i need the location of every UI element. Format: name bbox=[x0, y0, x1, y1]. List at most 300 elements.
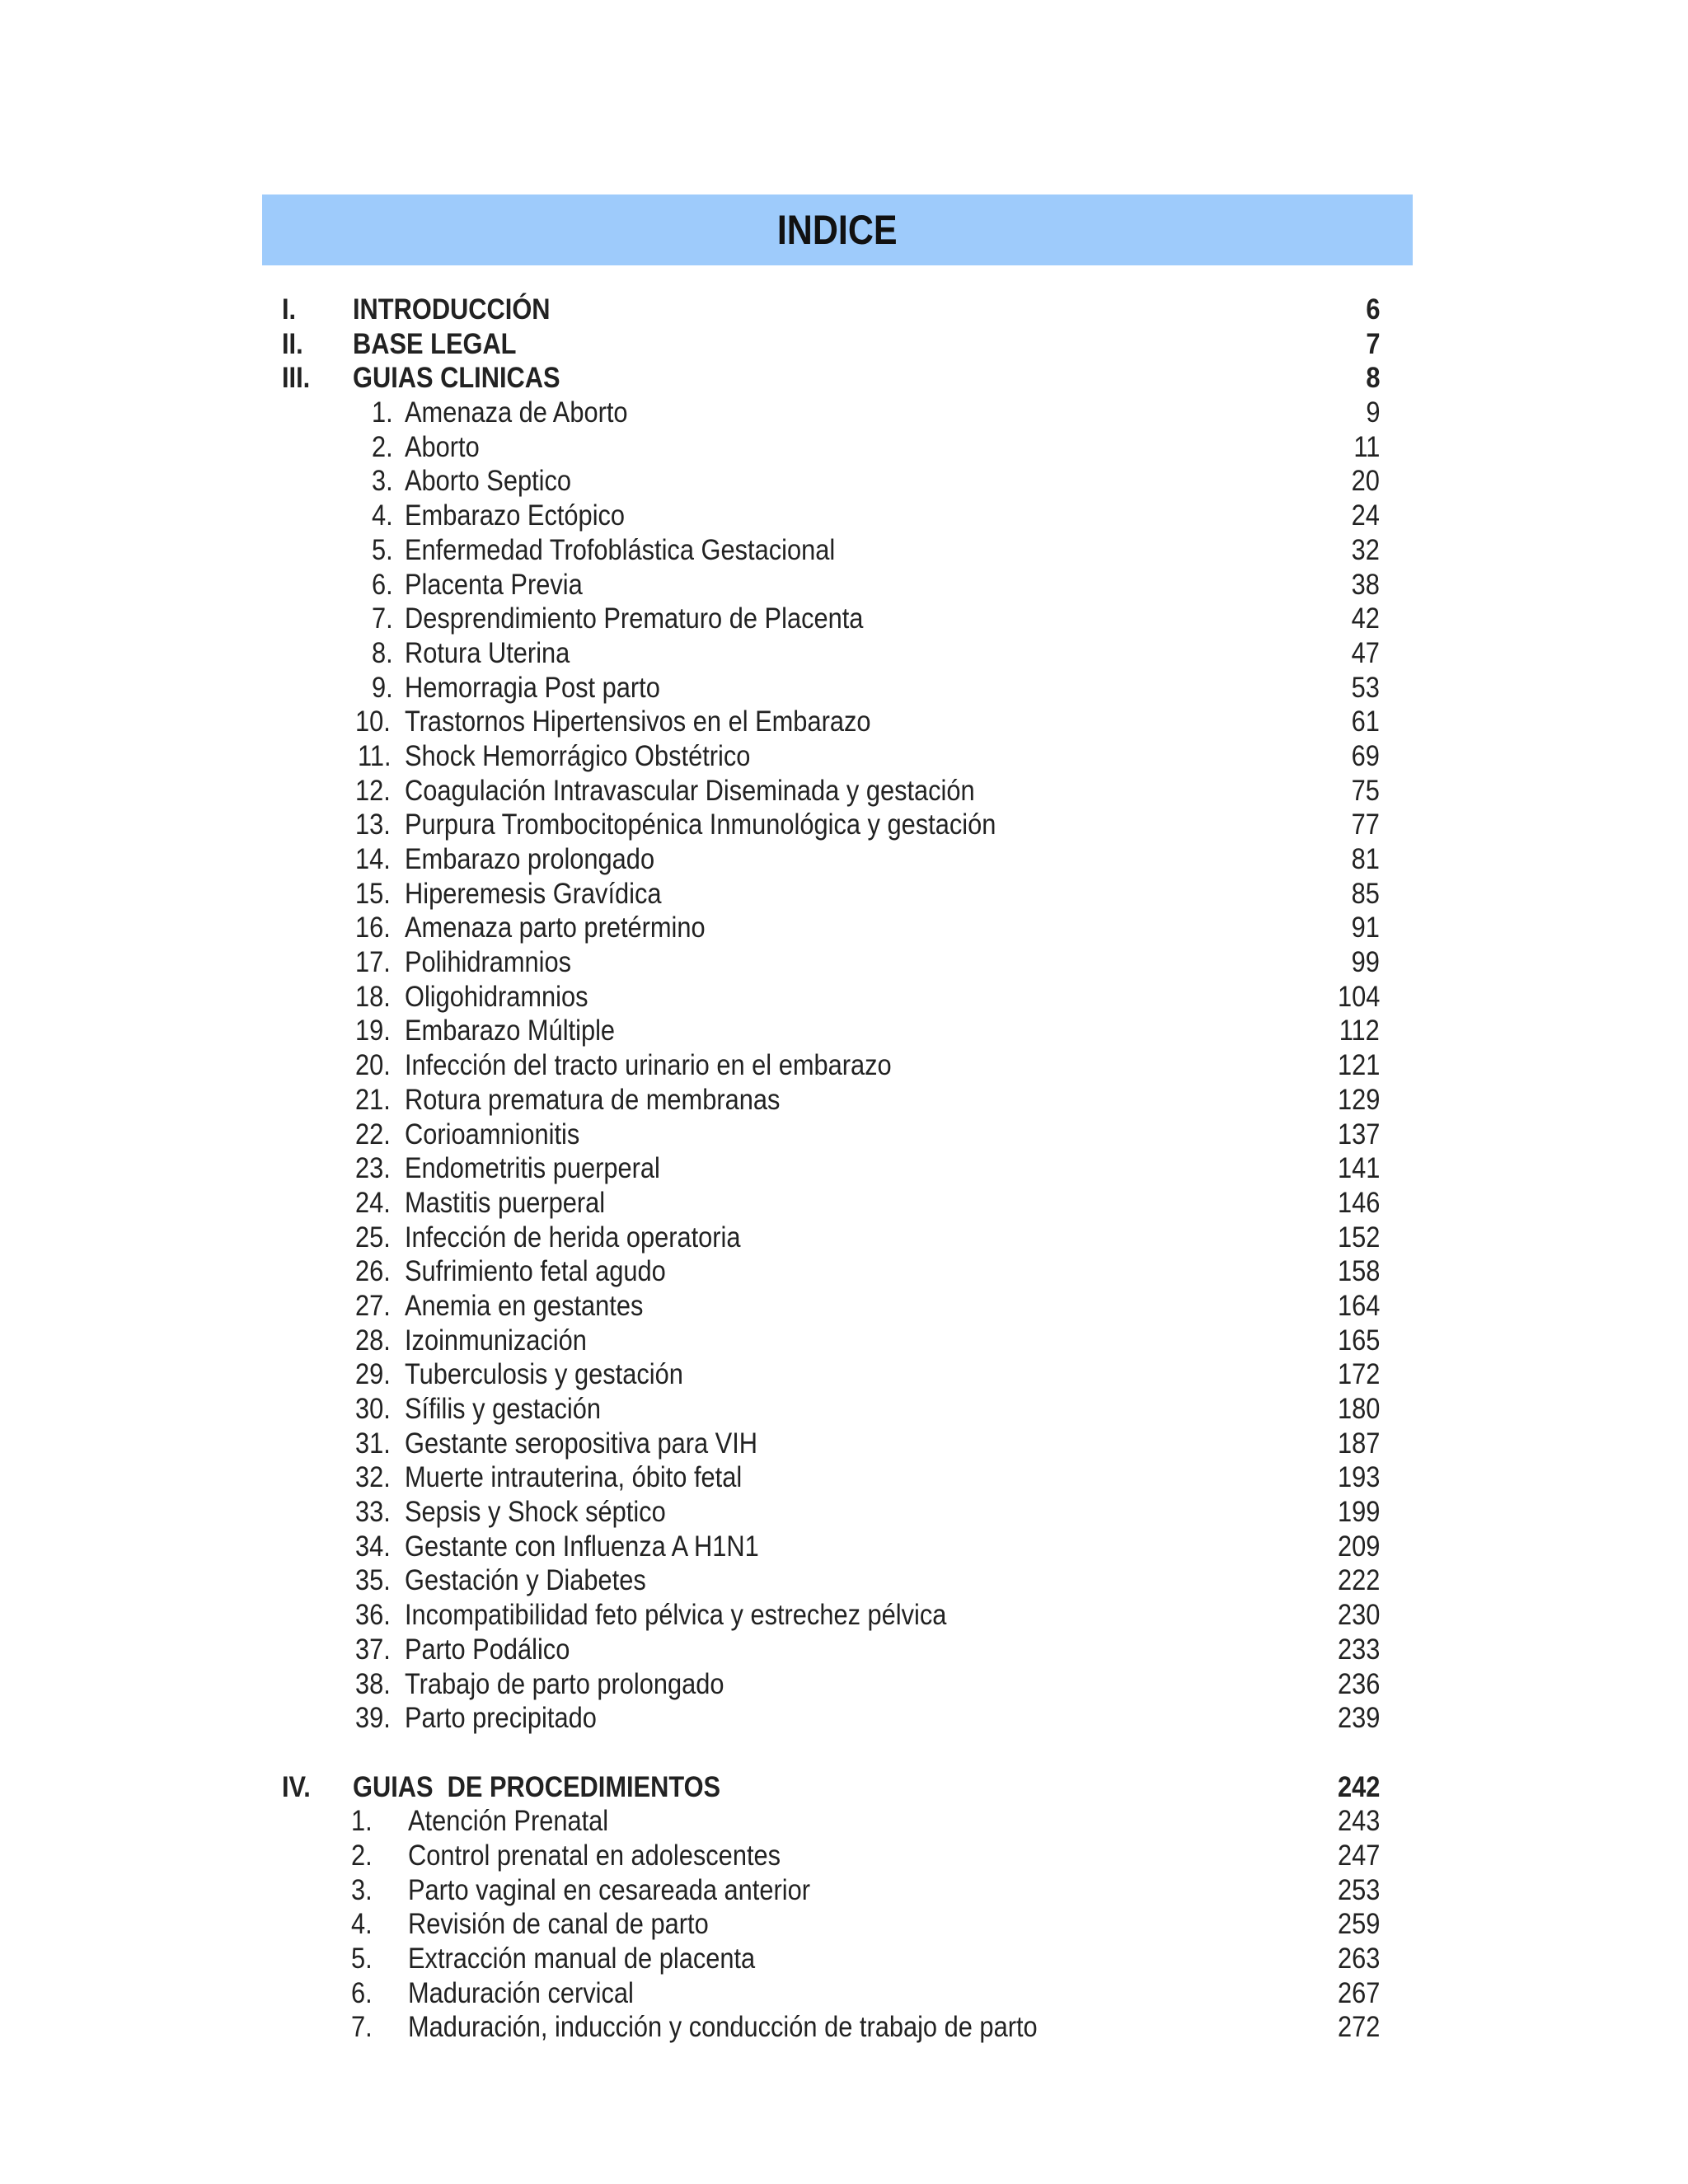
item-number bbox=[351, 1942, 389, 1976]
item-number bbox=[351, 1839, 389, 1873]
toc-section-row[interactable] bbox=[0, 293, 1688, 327]
item-number-text: 20. bbox=[355, 1049, 392, 1082]
item-title bbox=[405, 1324, 612, 1358]
item-page-text: 75 bbox=[1351, 774, 1380, 807]
item-page-text: 38 bbox=[1351, 568, 1380, 601]
item-title-text: Izoinmunización bbox=[405, 1324, 587, 1357]
item-title bbox=[405, 671, 695, 705]
item-page-number bbox=[1348, 671, 1380, 705]
item-page-number bbox=[1348, 533, 1380, 568]
item-number-text: 5. bbox=[351, 1943, 373, 1975]
item-title bbox=[408, 1804, 635, 1839]
item-page-number bbox=[1332, 1186, 1380, 1221]
toc-item-row[interactable] bbox=[0, 1118, 1688, 1152]
item-number bbox=[354, 705, 396, 739]
toc-item-row[interactable] bbox=[0, 774, 1688, 808]
item-title-text: Parto Podálico bbox=[405, 1633, 570, 1666]
item-number bbox=[354, 739, 396, 774]
item-page-number bbox=[1332, 1976, 1380, 2011]
item-page-number bbox=[1332, 1460, 1380, 1495]
item-title-text: Maduración, inducción y conducción de trabajo de parto bbox=[408, 2011, 1038, 2044]
item-number-text: 19. bbox=[355, 1015, 392, 1047]
item-page-number bbox=[1332, 1289, 1380, 1324]
item-title bbox=[405, 1701, 623, 1736]
item-number bbox=[354, 499, 396, 533]
section-roman-text: I. bbox=[282, 293, 297, 326]
section-roman-numeral bbox=[282, 293, 298, 327]
item-number bbox=[351, 1976, 389, 2011]
item-number bbox=[354, 842, 396, 877]
item-number bbox=[354, 1118, 396, 1152]
item-page-number bbox=[1332, 1598, 1380, 1633]
item-page-text: 253 bbox=[1337, 1873, 1380, 1906]
item-page-number bbox=[1348, 808, 1380, 842]
item-number-text: 1. bbox=[351, 1805, 373, 1838]
item-page-number bbox=[1332, 1427, 1380, 1461]
section-spacer bbox=[0, 1736, 1688, 1770]
item-title-text: Enfermedad Trofoblástica Gestacional bbox=[405, 533, 836, 566]
item-number-text: 34. bbox=[355, 1530, 392, 1563]
item-page-number bbox=[1332, 1804, 1380, 1839]
item-title-text: Aborto Septico bbox=[405, 465, 572, 498]
item-number-text: 37. bbox=[355, 1633, 392, 1666]
toc-item-row[interactable] bbox=[0, 877, 1688, 912]
item-page-number bbox=[1332, 1083, 1380, 1118]
item-title-text: Amenaza de Aborto bbox=[405, 396, 628, 429]
item-page-number bbox=[1332, 980, 1380, 1015]
item-number bbox=[354, 1186, 396, 1221]
item-number-text: 16. bbox=[355, 912, 392, 944]
item-title bbox=[405, 877, 696, 912]
item-page-text: 69 bbox=[1351, 739, 1380, 772]
item-page-number bbox=[1348, 877, 1380, 912]
item-title-text: Coagulación Intravascular Diseminada y gestación bbox=[405, 774, 975, 807]
toc-item-row[interactable] bbox=[0, 1392, 1688, 1427]
item-number-text: 39. bbox=[355, 1702, 392, 1735]
toc-item-row[interactable] bbox=[0, 1563, 1688, 1598]
item-title bbox=[405, 1014, 644, 1048]
item-page-text: 164 bbox=[1337, 1289, 1380, 1322]
item-page-text: 187 bbox=[1337, 1427, 1380, 1460]
toc-item-row[interactable] bbox=[0, 1289, 1688, 1324]
item-page-number bbox=[1364, 396, 1380, 430]
item-number bbox=[354, 1598, 396, 1633]
toc-item-row[interactable] bbox=[0, 1151, 1688, 1186]
item-number bbox=[354, 1289, 396, 1324]
item-number-text: 22. bbox=[355, 1118, 392, 1151]
section-title bbox=[353, 1770, 771, 1805]
item-number-text: 25. bbox=[355, 1221, 392, 1254]
item-page-text: 129 bbox=[1337, 1083, 1380, 1116]
item-number-text: 35. bbox=[355, 1564, 392, 1597]
item-number-text: 7. bbox=[351, 2011, 373, 2044]
item-number-text: 38. bbox=[355, 1667, 392, 1700]
toc-item-row[interactable] bbox=[0, 1804, 1688, 1839]
item-number bbox=[354, 1495, 396, 1530]
section-roman-numeral bbox=[282, 327, 306, 362]
toc-item-row[interactable] bbox=[0, 1873, 1688, 1908]
item-page-number bbox=[1332, 2010, 1380, 2045]
item-title bbox=[405, 1083, 831, 1118]
toc-item-row[interactable] bbox=[0, 568, 1688, 602]
item-page-number bbox=[1348, 774, 1380, 808]
item-page-text: 158 bbox=[1337, 1255, 1380, 1288]
item-title-text: Endometritis puerperal bbox=[405, 1152, 660, 1185]
item-number-text: 6. bbox=[351, 1976, 373, 2009]
item-number bbox=[354, 1392, 396, 1427]
section-page-text: 242 bbox=[1337, 1770, 1380, 1803]
item-number-text: 26. bbox=[355, 1255, 392, 1288]
item-page-number bbox=[1332, 1221, 1380, 1255]
item-number-text: 3. bbox=[371, 465, 393, 498]
item-title bbox=[405, 1118, 603, 1152]
item-title-text: Revisión de canal de parto bbox=[408, 1908, 709, 1941]
item-title bbox=[405, 945, 594, 980]
item-title bbox=[405, 1392, 627, 1427]
item-title-text: Hiperemesis Gravídica bbox=[405, 877, 662, 910]
toc-item-row[interactable] bbox=[0, 705, 1688, 739]
item-page-text: 104 bbox=[1337, 980, 1380, 1013]
toc-section-row[interactable] bbox=[0, 327, 1688, 362]
toc-item-row[interactable] bbox=[0, 2010, 1688, 2045]
section-title-text: BASE LEGAL bbox=[353, 327, 517, 360]
toc-item-row[interactable] bbox=[0, 1083, 1688, 1118]
toc-item-row[interactable] bbox=[0, 1530, 1688, 1564]
item-title-text: Parto precipitado bbox=[405, 1702, 597, 1735]
item-title-text: Incompatibilidad feto pélvica y estrechez pélvica bbox=[405, 1599, 947, 1632]
item-number-text: 4. bbox=[371, 499, 393, 532]
item-title bbox=[405, 739, 798, 774]
item-page-text: 137 bbox=[1337, 1118, 1380, 1151]
item-title-text: Placenta Previa bbox=[405, 568, 583, 601]
toc-item-row[interactable] bbox=[0, 945, 1688, 980]
item-page-number bbox=[1348, 568, 1380, 602]
item-page-number bbox=[1348, 636, 1380, 671]
item-page-number bbox=[1348, 499, 1380, 533]
item-title-text: Extracción manual de placenta bbox=[408, 1943, 756, 1975]
item-number-text: 8. bbox=[371, 636, 393, 669]
item-number-text: 3. bbox=[351, 1873, 373, 1906]
item-title-text: Corioamnionitis bbox=[405, 1118, 580, 1151]
item-title bbox=[405, 636, 593, 671]
item-title bbox=[405, 1495, 701, 1530]
section-page-number bbox=[1332, 1770, 1380, 1805]
item-number-text: 36. bbox=[355, 1599, 392, 1632]
item-page-number bbox=[1332, 1701, 1380, 1736]
toc-item-row[interactable] bbox=[0, 636, 1688, 671]
item-number-text: 33. bbox=[355, 1496, 392, 1529]
item-page-number bbox=[1332, 1633, 1380, 1667]
item-title-text: Tuberculosis y gestación bbox=[405, 1358, 683, 1391]
item-number bbox=[354, 464, 396, 499]
item-page-text: 11 bbox=[1353, 430, 1380, 463]
item-page-text: 91 bbox=[1351, 912, 1380, 944]
item-number-text: 28. bbox=[355, 1324, 392, 1357]
item-title bbox=[408, 1942, 803, 1976]
section-page-text: 6 bbox=[1365, 293, 1380, 326]
toc-item-row[interactable] bbox=[0, 671, 1688, 705]
item-title-text: Gestante con Influenza A H1N1 bbox=[405, 1530, 759, 1563]
item-number bbox=[354, 1014, 396, 1048]
toc-item-row[interactable] bbox=[0, 739, 1688, 774]
item-number-text: 7. bbox=[371, 602, 393, 635]
item-page-text: 193 bbox=[1337, 1461, 1380, 1494]
item-title bbox=[405, 533, 893, 568]
section-roman-numeral bbox=[282, 1770, 315, 1805]
item-title bbox=[408, 1976, 664, 2011]
item-title-text: Sufrimiento fetal agudo bbox=[405, 1255, 666, 1288]
item-title bbox=[405, 1221, 786, 1255]
item-title bbox=[405, 774, 1053, 808]
item-page-number bbox=[1332, 1254, 1380, 1289]
item-number bbox=[354, 808, 396, 842]
item-page-number bbox=[1332, 1530, 1380, 1564]
item-number-text: 6. bbox=[371, 568, 393, 601]
toc-item-row[interactable] bbox=[0, 533, 1688, 568]
toc-item-row[interactable] bbox=[0, 499, 1688, 533]
item-page-number bbox=[1332, 1942, 1380, 1976]
item-number-text: 1. bbox=[371, 396, 393, 429]
item-page-text: 9 bbox=[1365, 396, 1380, 429]
item-title-text: Polihidramnios bbox=[405, 946, 572, 979]
toc-item-row[interactable] bbox=[0, 396, 1688, 430]
item-page-number bbox=[1332, 1118, 1380, 1152]
item-number-text: 11. bbox=[357, 739, 392, 772]
index-header-bar bbox=[262, 194, 1413, 265]
item-title-text: Sífilis y gestación bbox=[405, 1393, 601, 1425]
item-page-text: 152 bbox=[1337, 1221, 1380, 1254]
item-number-text: 24. bbox=[355, 1186, 392, 1219]
toc-item-row[interactable] bbox=[0, 1221, 1688, 1255]
item-number bbox=[354, 1701, 396, 1736]
item-page-number bbox=[1332, 1873, 1380, 1908]
toc-section-row[interactable] bbox=[0, 361, 1688, 396]
item-page-text: 230 bbox=[1337, 1599, 1380, 1632]
item-number-text: 2. bbox=[351, 1839, 373, 1872]
toc-item-row[interactable] bbox=[0, 1357, 1688, 1392]
item-page-text: 165 bbox=[1337, 1324, 1380, 1357]
item-number-text: 13. bbox=[355, 808, 392, 841]
item-number-text: 2. bbox=[371, 430, 393, 463]
item-page-text: 172 bbox=[1337, 1358, 1380, 1391]
item-title bbox=[405, 842, 688, 877]
item-page-text: 47 bbox=[1351, 636, 1380, 669]
toc-item-row[interactable] bbox=[0, 1186, 1688, 1221]
item-number bbox=[351, 1873, 389, 1908]
item-number bbox=[354, 1254, 396, 1289]
item-number bbox=[351, 2010, 389, 2045]
item-number bbox=[354, 1667, 396, 1702]
item-title bbox=[405, 1667, 767, 1702]
item-number bbox=[354, 1324, 396, 1358]
toc-item-row[interactable] bbox=[0, 602, 1688, 636]
toc-item-row[interactable] bbox=[0, 808, 1688, 842]
item-page-text: 121 bbox=[1337, 1049, 1380, 1082]
toc-item-row[interactable] bbox=[0, 1976, 1688, 2011]
item-page-text: 32 bbox=[1351, 533, 1380, 566]
toc-item-row[interactable] bbox=[0, 1942, 1688, 1976]
toc-item-row[interactable] bbox=[0, 1598, 1688, 1633]
item-number-text: 9. bbox=[371, 671, 393, 704]
item-number bbox=[354, 1151, 396, 1186]
toc-item-row[interactable] bbox=[0, 1495, 1688, 1530]
item-number-text: 17. bbox=[355, 946, 392, 979]
table-of-contents bbox=[0, 293, 1688, 2045]
section-title bbox=[353, 327, 539, 362]
toc-item-row[interactable] bbox=[0, 1048, 1688, 1083]
item-number bbox=[354, 980, 396, 1015]
toc-item-row[interactable] bbox=[0, 980, 1688, 1015]
item-title bbox=[405, 396, 658, 430]
item-title bbox=[405, 705, 935, 739]
item-title bbox=[405, 602, 926, 636]
item-page-number bbox=[1334, 1014, 1380, 1048]
toc-item-row[interactable] bbox=[0, 1907, 1688, 1942]
item-page-text: 85 bbox=[1351, 877, 1380, 910]
item-page-number bbox=[1348, 464, 1380, 499]
item-title-text: Anemia en gestantes bbox=[405, 1289, 644, 1322]
item-number bbox=[354, 602, 396, 636]
item-title-text: Infección del tracto urinario en el embarazo bbox=[405, 1049, 892, 1082]
item-title bbox=[405, 1186, 632, 1221]
item-title-text: Shock Hemorrágico Obstétrico bbox=[405, 739, 751, 772]
item-number-text: 4. bbox=[351, 1908, 373, 1941]
item-number-text: 29. bbox=[355, 1358, 392, 1391]
toc-item-row[interactable] bbox=[0, 1254, 1688, 1289]
item-title bbox=[405, 1151, 695, 1186]
section-page-number bbox=[1364, 361, 1380, 396]
item-title-text: Gestante seropositiva para VIH bbox=[405, 1427, 758, 1460]
toc-item-row[interactable] bbox=[0, 464, 1688, 499]
item-page-text: 53 bbox=[1351, 671, 1380, 704]
section-page-number bbox=[1364, 327, 1380, 362]
item-page-text: 243 bbox=[1337, 1805, 1380, 1838]
toc-item-row[interactable] bbox=[0, 1324, 1688, 1358]
item-number bbox=[354, 1427, 396, 1461]
item-title bbox=[405, 464, 594, 499]
section-title-text: GUIAS CLINICAS bbox=[353, 362, 560, 395]
item-number bbox=[354, 533, 396, 568]
item-page-number bbox=[1348, 911, 1380, 945]
item-number bbox=[351, 1907, 389, 1942]
item-number bbox=[354, 636, 396, 671]
item-number bbox=[354, 1460, 396, 1495]
item-page-number bbox=[1332, 1667, 1380, 1702]
item-title bbox=[405, 1633, 593, 1667]
item-title bbox=[408, 1907, 749, 1942]
item-number-text: 12. bbox=[355, 774, 392, 807]
item-number bbox=[351, 1804, 389, 1839]
item-page-text: 42 bbox=[1351, 602, 1380, 635]
item-title bbox=[408, 2010, 1123, 2045]
item-page-text: 180 bbox=[1337, 1393, 1380, 1425]
toc-item-row[interactable] bbox=[0, 1633, 1688, 1667]
item-page-number bbox=[1332, 1907, 1380, 1942]
item-title bbox=[405, 430, 490, 465]
item-number-text: 14. bbox=[355, 843, 392, 875]
item-page-text: 20 bbox=[1351, 465, 1380, 498]
item-title-text: Embarazo Ectópico bbox=[405, 499, 626, 532]
item-page-text: 81 bbox=[1351, 843, 1380, 875]
item-number bbox=[354, 945, 396, 980]
item-page-number bbox=[1348, 705, 1380, 739]
item-page-text: 199 bbox=[1337, 1496, 1380, 1529]
item-title bbox=[405, 1427, 805, 1461]
item-title-text: Desprendimiento Prematuro de Placenta bbox=[405, 602, 864, 635]
item-title-text: Sepsis y Shock séptico bbox=[405, 1496, 666, 1529]
item-number bbox=[354, 1633, 396, 1667]
item-page-text: 272 bbox=[1337, 2011, 1380, 2044]
item-page-text: 61 bbox=[1351, 705, 1380, 738]
item-number bbox=[354, 430, 396, 465]
item-number bbox=[354, 1048, 396, 1083]
item-title-text: Embarazo prolongado bbox=[405, 843, 655, 875]
item-page-text: 24 bbox=[1351, 499, 1380, 532]
item-number-text: 23. bbox=[355, 1152, 392, 1185]
item-title-text: Trastornos Hipertensivos en el Embarazo bbox=[405, 705, 871, 738]
section-roman-text: IV. bbox=[282, 1770, 311, 1803]
toc-item-row[interactable] bbox=[0, 1014, 1688, 1048]
toc-item-row[interactable] bbox=[0, 1427, 1688, 1461]
item-title-text: Parto vaginal en cesareada anterior bbox=[408, 1873, 810, 1906]
section-title bbox=[353, 293, 577, 327]
section-title-text: GUIAS DE PROCEDIMIENTOS bbox=[353, 1770, 721, 1803]
item-page-number bbox=[1332, 1392, 1380, 1427]
item-page-text: 146 bbox=[1337, 1186, 1380, 1219]
item-number-text: 21. bbox=[355, 1083, 392, 1116]
item-number-text: 31. bbox=[355, 1427, 392, 1460]
item-title-text: Atención Prenatal bbox=[408, 1805, 609, 1838]
item-page-number bbox=[1332, 1151, 1380, 1186]
item-page-text: 247 bbox=[1337, 1839, 1380, 1872]
item-title-text: Amenaza parto pretérmino bbox=[405, 912, 706, 944]
toc-item-row[interactable] bbox=[0, 1839, 1688, 1873]
item-page-number bbox=[1332, 1357, 1380, 1392]
item-title-text: Maduración cervical bbox=[408, 1976, 634, 2009]
toc-section-row[interactable] bbox=[0, 1770, 1688, 1805]
item-title bbox=[405, 980, 613, 1015]
item-page-number bbox=[1348, 945, 1380, 980]
item-title bbox=[405, 1530, 807, 1564]
item-title bbox=[405, 1289, 676, 1324]
item-title bbox=[405, 499, 654, 533]
item-page-text: 112 bbox=[1339, 1015, 1380, 1047]
item-title-text: Muerte intrauterina, óbito fetal bbox=[405, 1461, 743, 1494]
item-number bbox=[354, 1530, 396, 1564]
item-page-number bbox=[1348, 739, 1380, 774]
toc-item-row[interactable] bbox=[0, 1460, 1688, 1495]
item-title-text: Control prenatal en adolescentes bbox=[408, 1839, 781, 1872]
section-roman-numeral bbox=[282, 361, 314, 396]
item-page-text: 209 bbox=[1337, 1530, 1380, 1563]
toc-item-row[interactable] bbox=[0, 911, 1688, 945]
item-number bbox=[354, 1357, 396, 1392]
item-page-number bbox=[1332, 1324, 1380, 1358]
index-title: INDICE bbox=[777, 207, 898, 253]
item-number-text: 15. bbox=[355, 877, 392, 910]
item-title bbox=[405, 911, 746, 945]
item-title bbox=[408, 1839, 832, 1873]
item-page-number bbox=[1348, 602, 1380, 636]
toc-item-row[interactable] bbox=[0, 842, 1688, 877]
item-title-text: Trabajo de parto prolongado bbox=[405, 1667, 724, 1700]
toc-item-row[interactable] bbox=[0, 1701, 1688, 1736]
item-page-text: 267 bbox=[1337, 1976, 1380, 2009]
item-page-text: 233 bbox=[1337, 1633, 1380, 1666]
item-title bbox=[405, 1598, 1020, 1633]
toc-item-row[interactable] bbox=[0, 1667, 1688, 1702]
toc-item-row[interactable] bbox=[0, 430, 1688, 465]
